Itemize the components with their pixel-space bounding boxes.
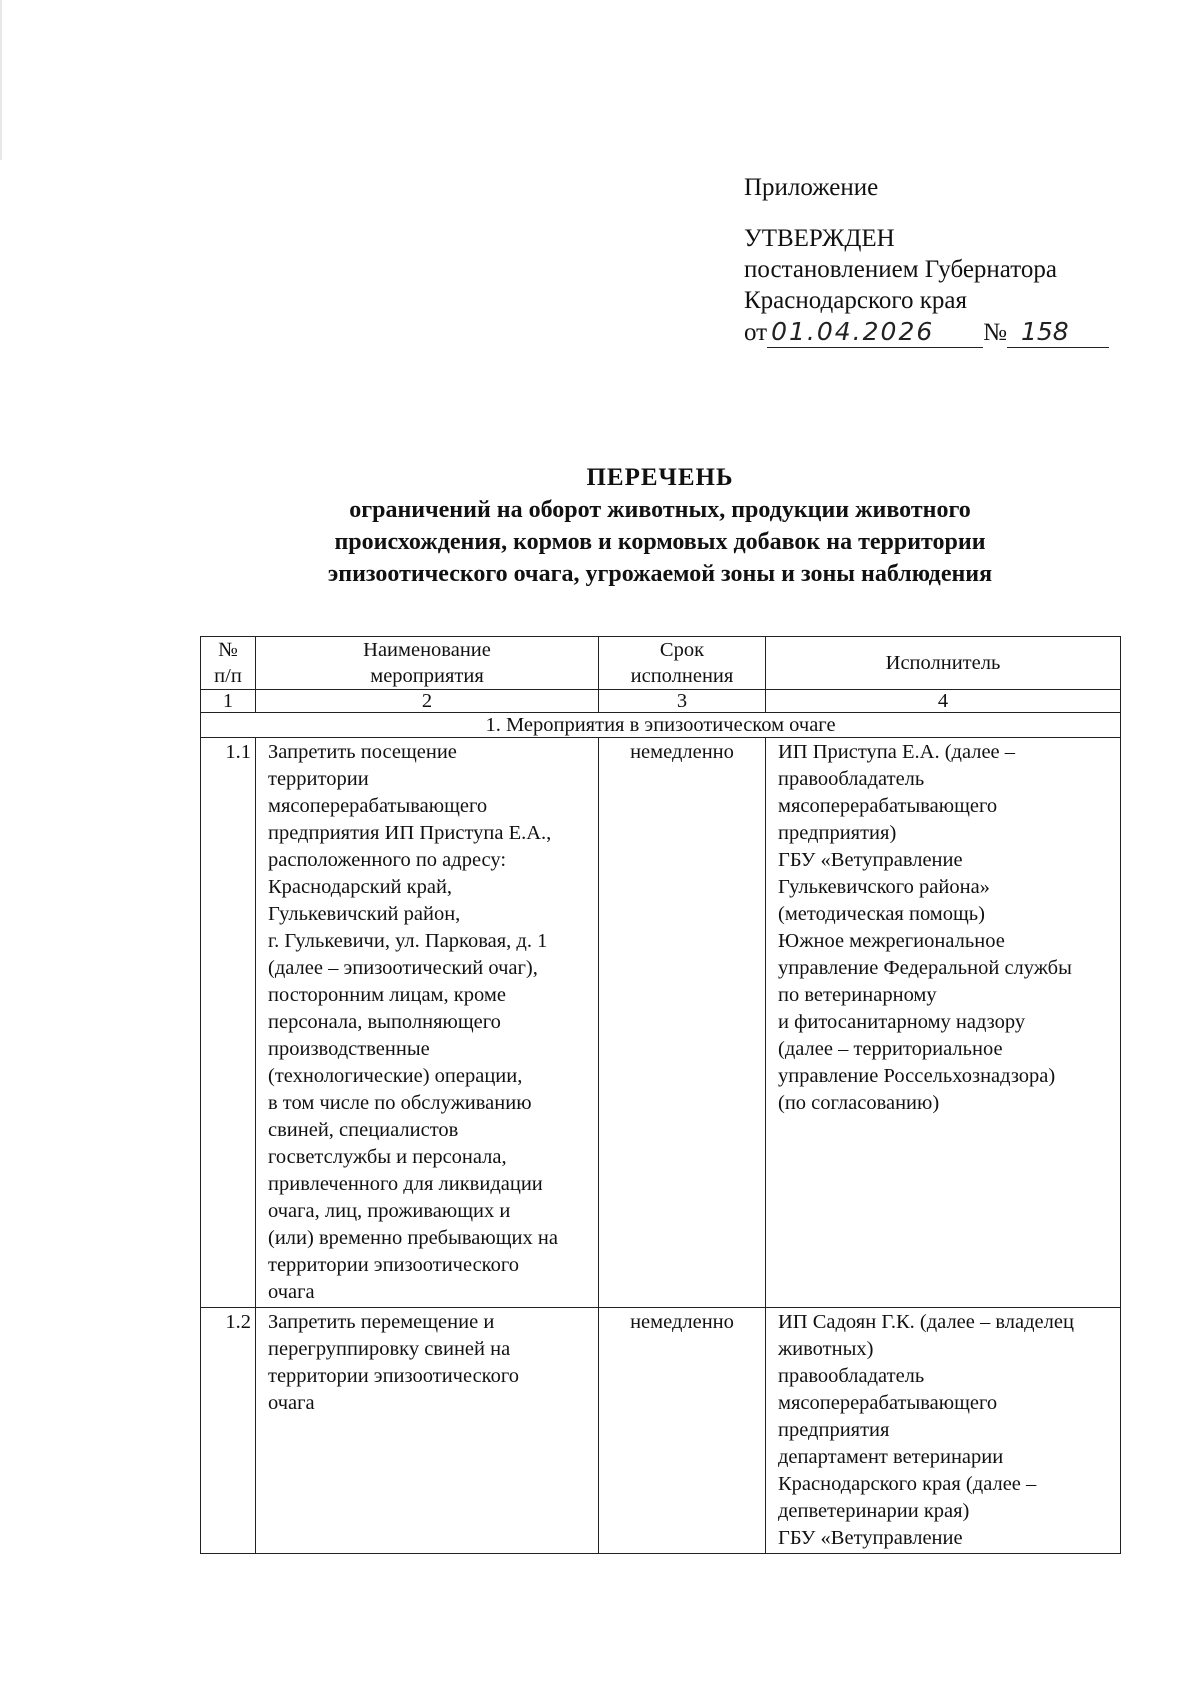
approval-stamp bbox=[744, 172, 1109, 348]
column-numbers-row bbox=[201, 690, 1121, 713]
document-subtitle-line: происхождения, кормов и кормовых добавок на территории bbox=[334, 529, 986, 555]
row-number: 1.2 bbox=[201, 1308, 256, 1554]
number-label: № bbox=[983, 319, 1007, 346]
handwritten-number: 158 bbox=[1007, 316, 1109, 348]
document-heading bbox=[200, 462, 1120, 590]
column-number: 4 bbox=[766, 690, 1121, 713]
date-number-line bbox=[744, 316, 1109, 348]
row-executor: ИП Садоян Г.К. (далее – владелец животных) правообладатель мясоперерабатывающего предприятия департамент ветеринарии Краснодарского края (далее – депветеринарии края) ГБУ «Ветуправление bbox=[766, 1308, 1121, 1554]
column-number: 2 bbox=[256, 690, 599, 713]
handwritten-date: 01.04.2026 bbox=[767, 316, 983, 348]
from-label: от bbox=[744, 319, 768, 346]
scan-edge-mark bbox=[0, 0, 2, 160]
measures-table bbox=[200, 636, 1121, 1554]
table-row bbox=[201, 738, 1121, 1308]
section-row bbox=[201, 713, 1121, 738]
document-subtitle-line: ограничений на оборот животных, продукции животного bbox=[349, 497, 971, 523]
row-measure: Запретить посещение территории мясоперерабатывающего предприятия ИП Приступа Е.А., расположенного по адресу: Краснодарский край, Гулькевичский район, г. Гулькевичи, ул. Парковая, д. 1 (далее – эпизоотический очаг), посторонним лицам, кроме персонала, выполняющего производственные (технологические) операции, в том числе по обслуживанию свиней, специалистов госветслужбы и персонала, привлеченного для ликвидации очага, лиц, проживающих и (или) временно пребывающих на территории эпизоотического очага bbox=[256, 738, 599, 1308]
header-executor: Исполнитель bbox=[766, 637, 1121, 690]
table-row bbox=[201, 1308, 1121, 1554]
document-title: ПЕРЕЧЕНЬ bbox=[586, 464, 734, 491]
approved-label: УТВЕРЖДЕН bbox=[744, 225, 895, 252]
row-executor: ИП Приступа Е.А. (далее – правообладатель мясоперерабатывающего предприятия) ГБУ «Ветуправление Гулькевичского района» (методическая помощь) Южное межрегиональное управление Федеральной службы по ветеринарному и фитосанитарному надзору (далее – территориальное управление Россельхознадзора) (по согласованию) bbox=[766, 738, 1121, 1308]
table-header-row bbox=[201, 637, 1121, 690]
header-name: Наименование мероприятия bbox=[256, 637, 599, 690]
row-number: 1.1 bbox=[201, 738, 256, 1308]
row-term: немедленно bbox=[599, 738, 766, 1308]
header-term: Срок исполнения bbox=[599, 637, 766, 690]
document-subtitle-line: эпизоотического очага, угрожаемой зоны и зоны наблюдения bbox=[327, 561, 993, 587]
approved-by-line-2: Краснодарского края bbox=[744, 287, 967, 314]
row-term: немедленно bbox=[599, 1308, 766, 1554]
appendix-label: Приложение bbox=[744, 174, 879, 201]
header-num: № п/п bbox=[201, 637, 256, 690]
row-measure: Запретить перемещение и перегруппировку свиней на территории эпизоотического очага bbox=[256, 1308, 599, 1554]
column-number: 1 bbox=[201, 690, 256, 713]
approved-by-line-1: постановлением Губернатора bbox=[744, 256, 1057, 283]
section-title: 1. Мероприятия в эпизоотическом очаге bbox=[201, 713, 1121, 738]
column-number: 3 bbox=[599, 690, 766, 713]
